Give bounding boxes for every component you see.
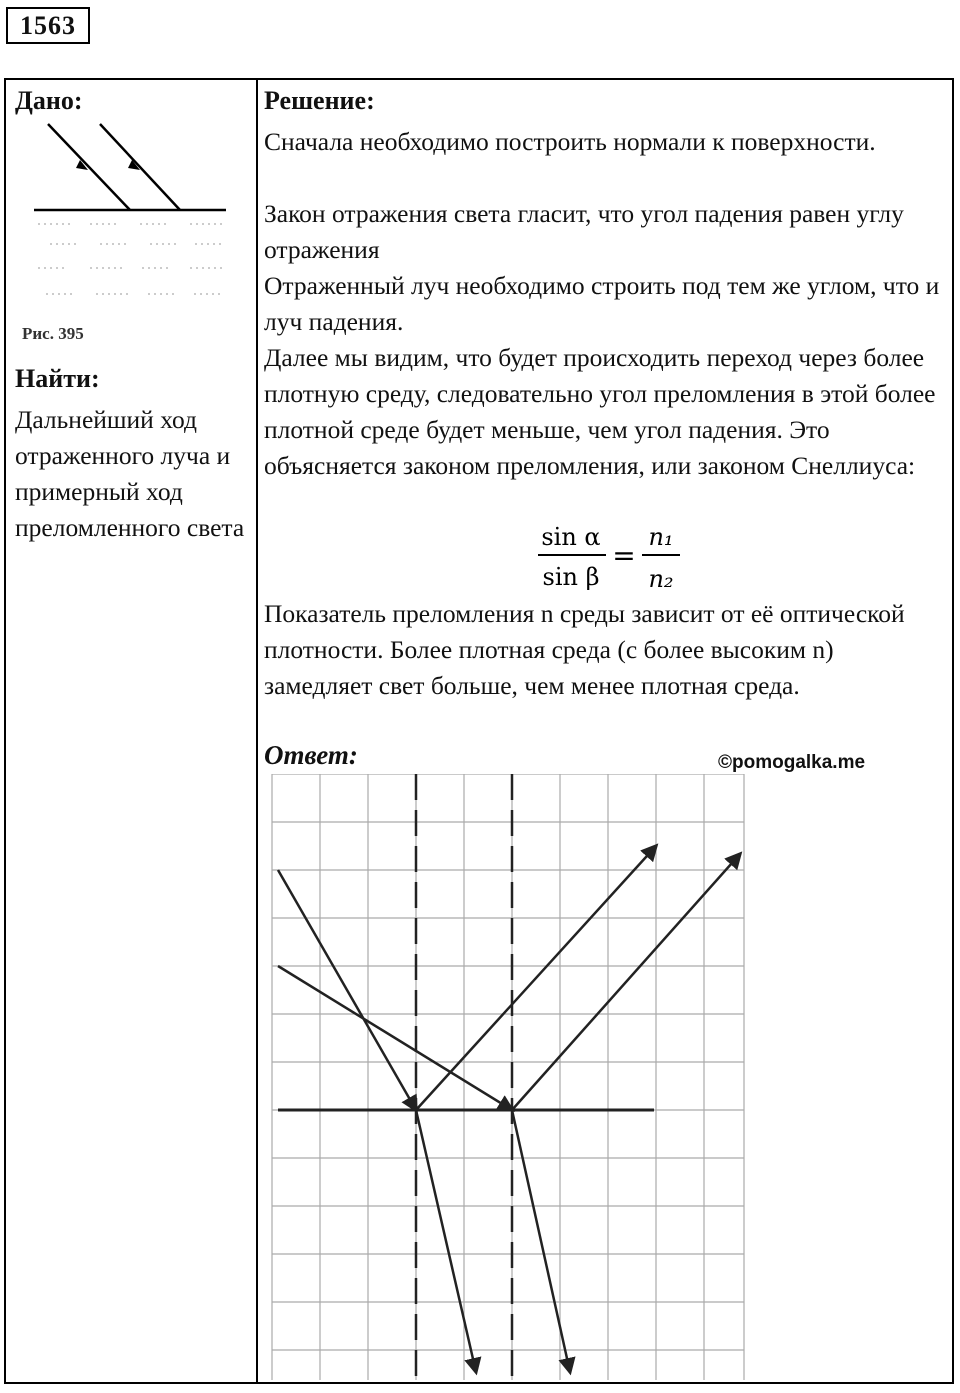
figure-caption: Рис. 395 (22, 324, 84, 343)
solution-paragraph: Отраженный луч необходимо строить под тем же углом, что и луч падения. (264, 271, 940, 336)
solution-paragraph: Далее мы видим, что будет происходить переход через более плотную среду, следовательно угол преломления в этой более плотной среде будет меньше, чем угол падения. Это объясняется законом преломления, или законом Снеллиуса: (264, 343, 936, 480)
solution-heading: Решение: (264, 86, 375, 115)
solution-table (4, 78, 954, 1384)
column-divider (256, 80, 258, 1382)
find-text: Дальнейший ход отраженного луча и примерный ход преломленного света (15, 405, 245, 542)
snell-formula (536, 515, 686, 595)
solution-paragraph: Показатель преломления n среды зависит от её оптической плотности. Более плотная среда (с более высоким n) замедляет свет больше, чем менее плотная среда. (264, 599, 905, 700)
formula-num-right: n₁ (648, 523, 674, 551)
given-figure (30, 116, 230, 316)
watermark: ©pomogalka.me (718, 752, 866, 773)
solution-paragraph: Сначала необходимо построить нормали к поверхности. (264, 127, 876, 156)
formula-den-right: n₂ (648, 565, 674, 593)
formula-equals: = (612, 539, 636, 572)
answer-diagram (270, 774, 750, 1380)
formula-den-left: sin β (542, 563, 600, 591)
answer-heading: Ответ: (264, 740, 358, 770)
formula-num-left: sin α (541, 523, 601, 551)
given-heading: Дано: (15, 86, 83, 115)
problem-number: 1563 (6, 7, 90, 44)
solution-paragraph: Закон отражения света гласит, что угол падения равен углу отражения (264, 199, 904, 264)
find-heading: Найти: (15, 364, 100, 393)
